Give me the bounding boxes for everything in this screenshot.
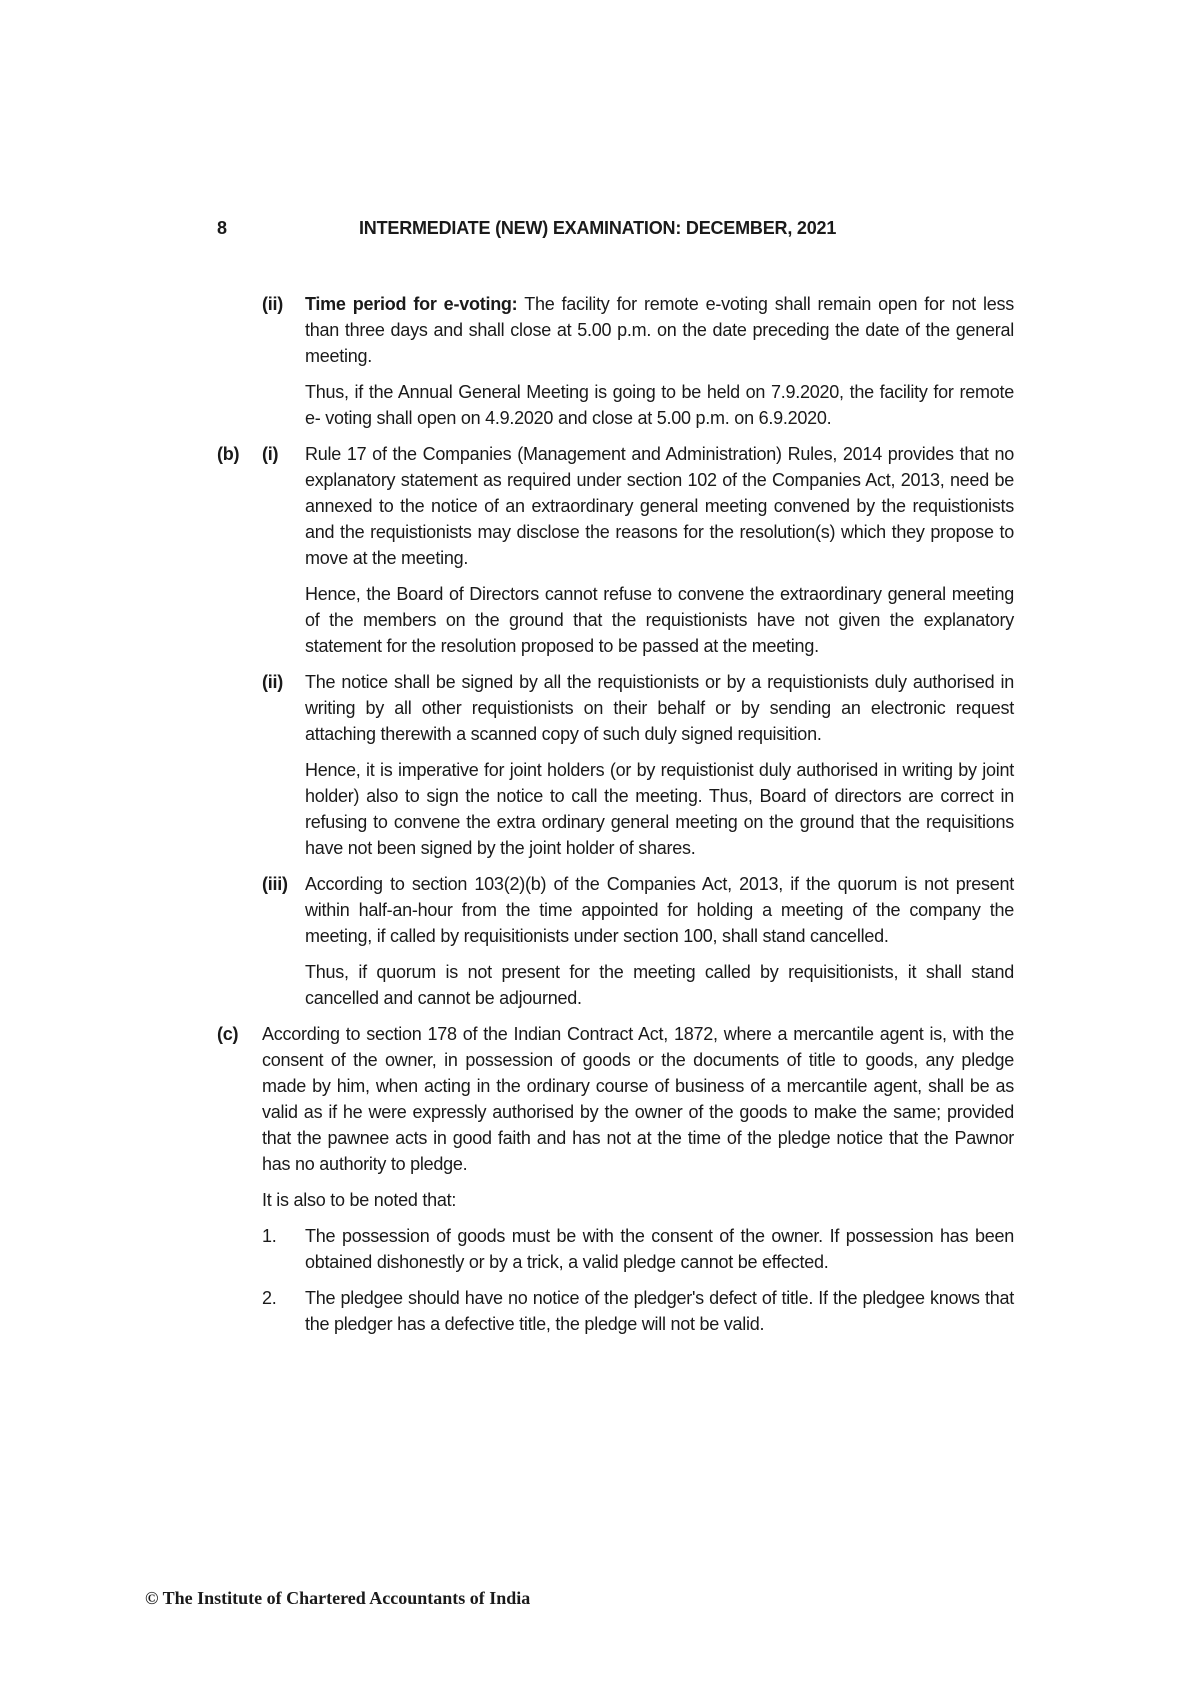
question-label: (c)	[217, 1024, 239, 1044]
item-label: (ii)	[262, 294, 283, 314]
answer-b-i	[217, 441, 1014, 571]
item-label: (ii)	[262, 672, 283, 692]
answer-b-i-conclusion	[217, 581, 1014, 659]
list-item	[217, 1285, 1014, 1337]
question-label: (b)	[217, 444, 240, 464]
paragraph: The notice shall be signed by all the requistionists or by a requistionists duly authorised in writing by all other requistionists on their behalf or by sending an electronic request attaching therewith a scanned copy of such duly signed requisition.	[305, 672, 1014, 744]
answer-a-ii-conclusion	[217, 379, 1014, 431]
answer-b-ii-conclusion	[217, 757, 1014, 861]
page-number: 8	[217, 218, 227, 238]
paragraph: Hence, it is imperative for joint holders (or by requistionist duly authorised in writing by joint holder) also to sign the notice to call the meeting. Thus, Board of directors are correct in refusing to convene the extra ordinary general meeting on the ground that the requisitions have not been signed by the joint holder of shares.	[305, 760, 1014, 858]
list-item-text: The pledgee should have no notice of the pledger's defect of title. If the pledgee knows that the pledger has a defective title, the pledge will not be valid.	[305, 1288, 1014, 1334]
paragraph: It is also to be noted that:	[262, 1190, 457, 1210]
answer-a-ii	[217, 291, 1014, 369]
answer-c-note	[217, 1187, 1014, 1213]
list-item-text: The possession of goods must be with the consent of the owner. If possession has been obtained dishonestly or by a trick, a valid pledge cannot be effected.	[305, 1226, 1014, 1272]
paragraph: Thus, if the Annual General Meeting is going to be held on 7.9.2020, the facility for remote e- voting shall open on 4.9.2020 and close at 5.00 p.m. on 6.9.2020.	[305, 382, 1014, 428]
list-item	[217, 1223, 1014, 1275]
page-title: INTERMEDIATE (NEW) EXAMINATION: DECEMBER, 2021	[359, 218, 837, 238]
paragraph-heading: Time period for e-voting:	[305, 294, 518, 314]
paragraph: Rule 17 of the Companies (Management and Administration) Rules, 2014 provides that no explanatory statement as required under section 102 of the Companies Act, 2013, need be annexed to the notice of an extraordinary general meeting convened by the requistionists and the requistionists may disclose the reasons for the resolution(s) which they propose to move at the meeting.	[305, 444, 1014, 568]
list-item-number: 1.	[262, 1226, 277, 1246]
paragraph: Hence, the Board of Directors cannot refuse to convene the extraordinary general meeting of the members on the ground that the requistionists have not given the explanatory statement for the resolution proposed to be passed at the meeting.	[305, 584, 1014, 656]
list-item-number: 2.	[262, 1288, 277, 1308]
paragraph: According to section 103(2)(b) of the Companies Act, 2013, if the quorum is not present within half-an-hour from the time appointed for holding a meeting of the company the meeting, if called by requisitionists under section 100, shall stand cancelled.	[305, 874, 1014, 946]
paragraph: Thus, if quorum is not present for the meeting called by requisitionists, it shall stand cancelled and cannot be adjourned.	[305, 962, 1014, 1008]
paragraph-text: The facility for remote e-voting shall remain open for not less than three days and shall close at 5.00 p.m. on the date preceding the date of the general meeting.	[305, 294, 1014, 366]
page-header	[217, 218, 1027, 244]
answer-b-iii-conclusion	[217, 959, 1014, 1011]
answer-c	[217, 1021, 1014, 1177]
answer-b-ii	[217, 669, 1014, 747]
answer-content	[217, 291, 1014, 1347]
copyright-footer: © The Institute of Chartered Accountants of India	[145, 1588, 531, 1608]
answer-b-iii	[217, 871, 1014, 949]
paragraph: According to section 178 of the Indian Contract Act, 1872, where a mercantile agent is, with the consent of the owner, in possession of goods or the documents of title to goods, any pledge made by him, when acting in the ordinary course of business of a mercantile agent, shall be as valid as if he were expressly authorised by the owner of the goods to make the same; provided that the pawnee acts in good faith and has not at the time of the pledge notice that the Pawnor has no authority to pledge.	[262, 1024, 1014, 1174]
item-label: (i)	[262, 444, 279, 464]
item-label: (iii)	[262, 874, 288, 894]
paragraph	[305, 291, 1014, 369]
